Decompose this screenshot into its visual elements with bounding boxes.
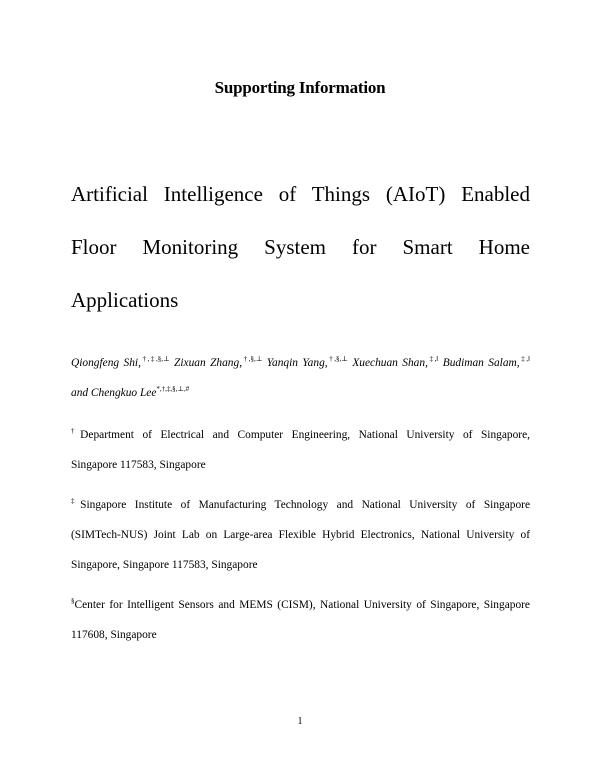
affiliation-mark: † [71, 427, 81, 436]
author-name: and Chengkuo Lee*,†,‡,§,⊥,# [71, 385, 190, 399]
supporting-information-heading: Supporting Information [214, 78, 386, 97]
affiliation-mark: § [71, 597, 75, 606]
author-affiliation-marks: †,§,⊥ [327, 355, 348, 364]
affiliation-line: (SIMTech-NUS) Joint Lab on Large-area Flexible Hybrid Electronics, National University of [71, 529, 530, 541]
affiliation-line: †Department of Electrical and Computer Engineering, National University of Singapore, [71, 427, 531, 441]
author-affiliation-marks: ‡,‖ [519, 355, 530, 364]
author-affiliation-marks: *,†,‡,§,⊥,# [156, 385, 190, 394]
affiliation-line: Singapore, Singapore 117583, Singapore [71, 559, 258, 571]
author-list-line-2 [71, 385, 530, 401]
author-name: Xuechuan Shan,‡,‖ [352, 355, 439, 369]
article-title-line-3: Applications [71, 288, 179, 312]
author-name: Budiman Salam,‡,‖ [442, 355, 530, 369]
affiliation-line: Singapore 117583, Singapore [71, 459, 206, 471]
affiliation-mark: ‡ [71, 497, 81, 506]
article-title-line-1: Artificial Intelligence of Things (AIoT) Enabled [71, 182, 530, 206]
author-affiliation-marks: †,‡,§,⊥ [140, 355, 170, 364]
page-number: 1 [297, 716, 303, 727]
affiliation-line: ‡Singapore Institute of Manufacturing Technology and National University of Singapore [71, 497, 531, 511]
author-affiliation-marks: ‡,‖ [427, 355, 439, 364]
affiliation-line: §Center for Intelligent Sensors and MEMS (CISM), National University of Singapore, Singapore [71, 597, 530, 611]
author-name: Yanqin Yang,†,§,⊥ [266, 355, 348, 369]
affiliation-line: 117608, Singapore [71, 629, 157, 641]
author-affiliation-marks: †,§,⊥ [242, 355, 263, 364]
author-name: Qiongfeng Shi,†,‡,§,⊥ [71, 355, 170, 369]
author-list-line-1 [71, 355, 530, 371]
author-name: Zixuan Zhang,†,§,⊥ [174, 355, 263, 369]
article-title-line-2: Floor Monitoring System for Smart Home [71, 235, 530, 259]
